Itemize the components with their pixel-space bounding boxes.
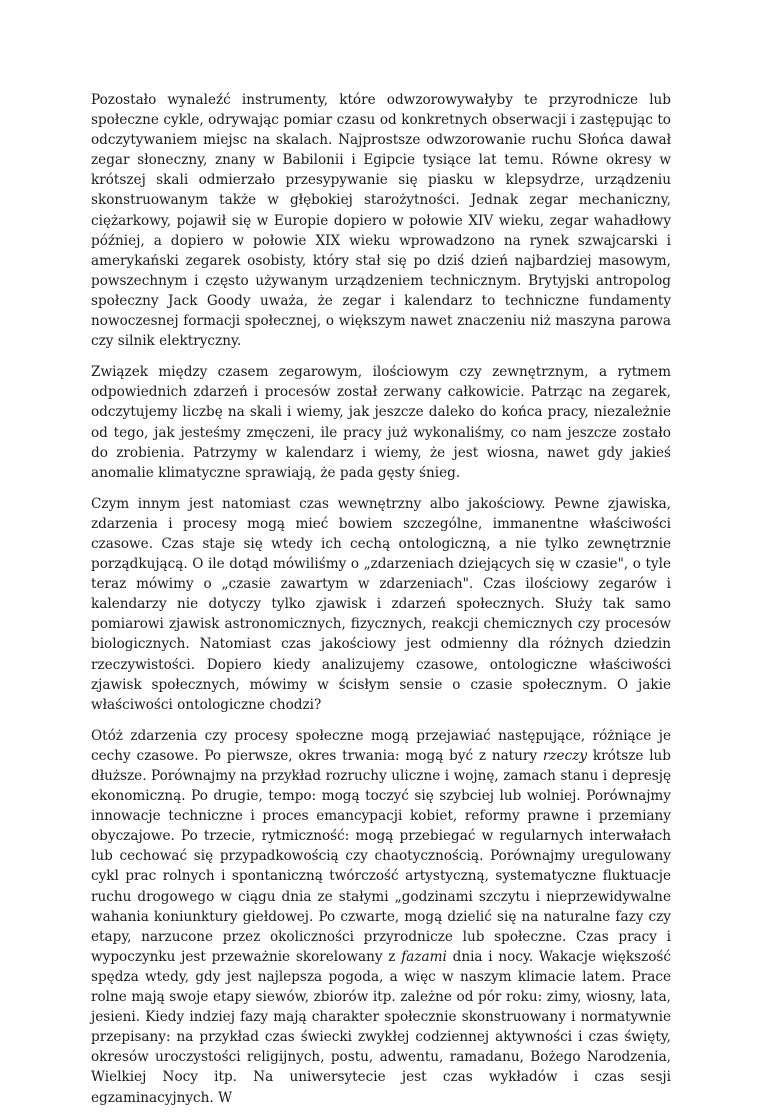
paragraph-text: dnia i nocy. Wakacje większość spędza wtedy, gdy jest najlepsza pogoda, a więc w naszym klimacie latem. Prace rolne mają swoje etapy siewów, zbiorów itp. zależne od pór roku: zimy, wiosny, lata, jesieni. Kiedy indziej fazy mają charakter społecznie skonstruowany i normatywnie przepisany: na przykład czas świecki zwykłej codziennej aktywności i czas święty, okresów uroczystości religijnych, postu, adwentu, ramadanu, Bożego Narodzenia, Wielkiej Nocy itp. Na uniwersytecie jest czas wykładów i czas sesji egzaminacyjnych. W [91,948,671,1106]
paragraph-text: Związek między czasem zegarowym, ilościowym czy zewnętrznym, a rytmem odpowiednich zdarzeń i procesów został zerwany całkowicie. Patrząc na zegarek, odczytujemy liczbę na skali i wiemy, jak jeszcze daleko do końca pracy, niezależnie od tego, jak jesteśmy zmęczeni, ile pracy już wykonaliśmy, co nam jeszcze zostało do zrobienia. Patrzymy w kalendarz i wiemy, że jest wiosna, nawet gdy jakieś anomalie klimatyczne sprawiają, że pada gęsty śnieg. [91,364,671,481]
paragraph-text: Pozostało wynaleźć instrumenty, które odwzorowywałyby te przyrodnicze lub społeczne cykle, odrywając pomiar czasu od konkretnych obserwacji i zastępując to odczytywaniem miejsc na skalach. Najprostsze odwzorowanie ruchu Słońca dawał zegar słoneczny, znany w Babilonii i Egipcie tysiące lat temu. Równe okresy w krótszej skali odmierzało przesypywanie się piasku w klepsydrze, urządzeniu skonstruowanym także w głębokiej starożytności. Jednak zegar mechaniczny, ciężarkowy, pojawił się w Europie dopiero w połowie XIV wieku, zegar wahadłowy później, a dopiero w połowie XIX wieku wprowadzono na rynek szwajcarski i amerykański zegarek osobisty, który stał się po dziś dzień najbardziej masowym, powszechnym i często używanym urządzeniem technicznym. Brytyjski antropolog społeczny Jack Goody uważa, że zegar i kalendarz to techniczne fundamenty nowoczesnej formacji społecznej, o większym nawet znaczeniu niż maszyna parowa czy silnik elektryczny. [91,92,671,350]
paragraph [91,494,671,715]
paragraph-text: krótsze lub dłuższe. Porównajmy na przykład rozruchy uliczne i wojnę, zamach stanu i depresję ekonomiczną. Po drugie, tempo: mogą toczyć się szybciej lub wolniej. Porównajmy innowacje techniczne i proces emancypacji kobiet, reformy prawne i przemiany obyczajowe. Po trzecie, rytmiczność: mogą przebiegać w regularnych interwałach lub cechować się przypadkowością czy chaotycznością. Porównajmy uregulowany cykl prac rolnych i spontaniczną twórczość artystyczną, systematyczne fluktuacje ruchu drogowego w ciągu dnia ze stałymi „godzinami szczytu i nieprzewidywalne wahania koniunktury giełdowej. Po czwarte, mogą dzielić się na naturalne fazy czy etapy, narzucone przez okoliczności przyrodnicze lub społeczne. Czas pracy i wypoczynku jest przeważnie skorelowany z [91,747,671,965]
paragraph-text: Otóż zdarzenia czy procesy społeczne mogą przejawiać następujące, różniące je cechy czasowe. Po pierwsze, okres trwania: mogą być z natury [91,727,671,764]
paragraph [91,726,671,1108]
italic-word: fazami [401,948,447,965]
paragraph [91,90,671,351]
paragraph [91,362,671,483]
document-page [91,90,671,1119]
italic-word: rzeczy [542,747,588,764]
paragraph-text: Czym innym jest natomiast czas wewnętrzny albo jakościowy. Pewne zjawiska, zdarzenia i procesy mogą mieć bowiem szczególne, immanentne właściwości czasowe. Czas staje się wtedy ich cechą ontologiczną, a nie tylko zewnętrznie porządkującą. O ile dotąd mówiliśmy o „zdarzeniach dziejących się w czasie", o tyle teraz mówimy o „czasie zawartym w zdarzeniach". Czas ilościowy zegarów i kalendarzy nie dotyczy tylko zjawisk i zdarzeń społecznych. Służy tak samo pomiarowi zjawisk astronomicznych, fizycznych, reakcji chemicznych czy procesów biologicznych. Natomiast czas jakościowy jest odmienny dla różnych dziedzin rzeczywistości. Dopiero kiedy analizujemy czasowe, ontologiczne właściwości zjawisk społecznych, mówimy w ścisłym sensie o czasie społecznym. O jakie właściwości ontologiczne chodzi? [91,495,671,713]
